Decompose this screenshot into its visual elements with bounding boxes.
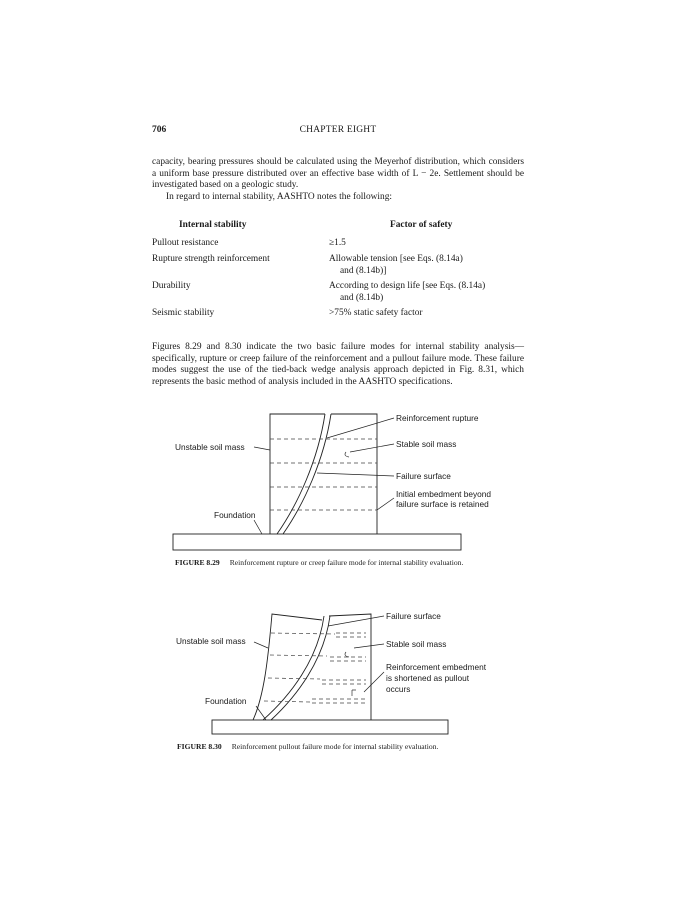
row-label: Rupture strength reinforcement xyxy=(152,254,270,264)
label-stable-soil-mass: Stable soil mass xyxy=(386,639,447,649)
label-embedment-line2: failure surface is retained xyxy=(396,499,489,509)
label-failure-surface: Failure surface xyxy=(386,611,441,621)
label-foundation: Foundation xyxy=(214,510,256,520)
label-foundation: Foundation xyxy=(205,696,247,706)
failure-surface-curve-2 xyxy=(283,414,331,534)
caption-label: FIGURE 8.29 xyxy=(175,558,220,567)
table-header-internal-stability: Internal stability xyxy=(179,220,247,230)
row-value-continued: and (8.14b)] xyxy=(340,265,387,276)
paragraph-text-indented: In regard to internal stability, AASHTO notes the following: xyxy=(166,191,393,202)
caption-label: FIGURE 8.30 xyxy=(177,742,222,751)
stable-block xyxy=(329,614,371,720)
caption-text: Reinforcement pullout failure mode for internal stability evaluation. xyxy=(231,742,439,751)
label-embedment-line1: Initial embedment beyond xyxy=(396,489,492,499)
rupture-mark xyxy=(345,452,349,457)
row-label: Pullout resistance xyxy=(152,238,219,248)
label-failure-surface: Failure surface xyxy=(396,471,451,481)
chapter-title: CHAPTER EIGHT xyxy=(299,125,377,135)
label-embedment-line1: Reinforcement embedment xyxy=(386,662,487,672)
label-stable-soil-mass: Stable soil mass xyxy=(396,439,457,449)
row-value: Allowable tension [see Eqs. (8.14a) xyxy=(329,254,463,264)
caption-text: Reinforcement rupture or creep failure mode for internal stability evaluation. xyxy=(229,558,464,567)
row-label: Durability xyxy=(152,281,191,291)
reinforcement-lines xyxy=(264,633,366,703)
label-embedment-line2: is shortened as pullout xyxy=(386,673,470,683)
figure-8-30-diagram xyxy=(0,600,695,740)
row-value: ≥1.5 xyxy=(329,238,346,248)
row-value-cell xyxy=(329,281,524,304)
row-value: According to design life [see Eqs. (8.14a) xyxy=(329,281,486,291)
pullout-mark xyxy=(352,690,356,696)
pullout-mark-2 xyxy=(345,652,349,657)
label-unstable-soil-mass: Unstable soil mass xyxy=(175,442,245,452)
body-paragraph-1 xyxy=(152,157,524,203)
figure-8-29-caption xyxy=(175,558,463,567)
row-value-cell xyxy=(329,254,524,277)
wall-block xyxy=(270,414,377,534)
leader-lines xyxy=(254,616,384,720)
figure-8-30-caption xyxy=(177,742,438,751)
body-paragraph-2 xyxy=(152,342,524,388)
row-label: Seismic stability xyxy=(152,308,215,318)
row-value-continued: and (8.14b) xyxy=(340,292,384,303)
table-header-factor-of-safety: Factor of safety xyxy=(390,220,453,230)
leader-lines xyxy=(254,418,394,534)
figure-8-29-diagram xyxy=(0,400,695,560)
foundation-slab xyxy=(212,720,448,734)
row-value: >75% static safety factor xyxy=(329,308,423,318)
label-unstable-soil-mass: Unstable soil mass xyxy=(176,636,246,646)
page-number: 706 xyxy=(152,125,167,135)
page-header xyxy=(152,125,524,139)
paragraph-text: Figures 8.29 and 8.30 indicate the two basic failure modes for internal stability analysis—specifically, rupture or creep failure of the reinforcement and a pullout failure mode. These failure modes suggest the use of the tied-back wedge analysis approach depicted in Fig. 8.31, which represents the basic method of analysis included in the AASHTO specifications. xyxy=(152,342,524,387)
label-embedment-line3: occurs xyxy=(386,684,411,694)
failure-surface-curve xyxy=(277,414,325,534)
label-reinforcement-rupture: Reinforcement rupture xyxy=(396,413,479,423)
unstable-block xyxy=(253,614,322,720)
foundation-slab xyxy=(173,534,461,550)
failure-surface-curve xyxy=(263,616,324,720)
paragraph-text: capacity, bearing pressures should be calculated using the Meyerhof distribution, which considers a uniform base pressure distributed over an effective base width of L − 2e. Settlement should be investigated based on a geologic study. xyxy=(152,157,524,191)
